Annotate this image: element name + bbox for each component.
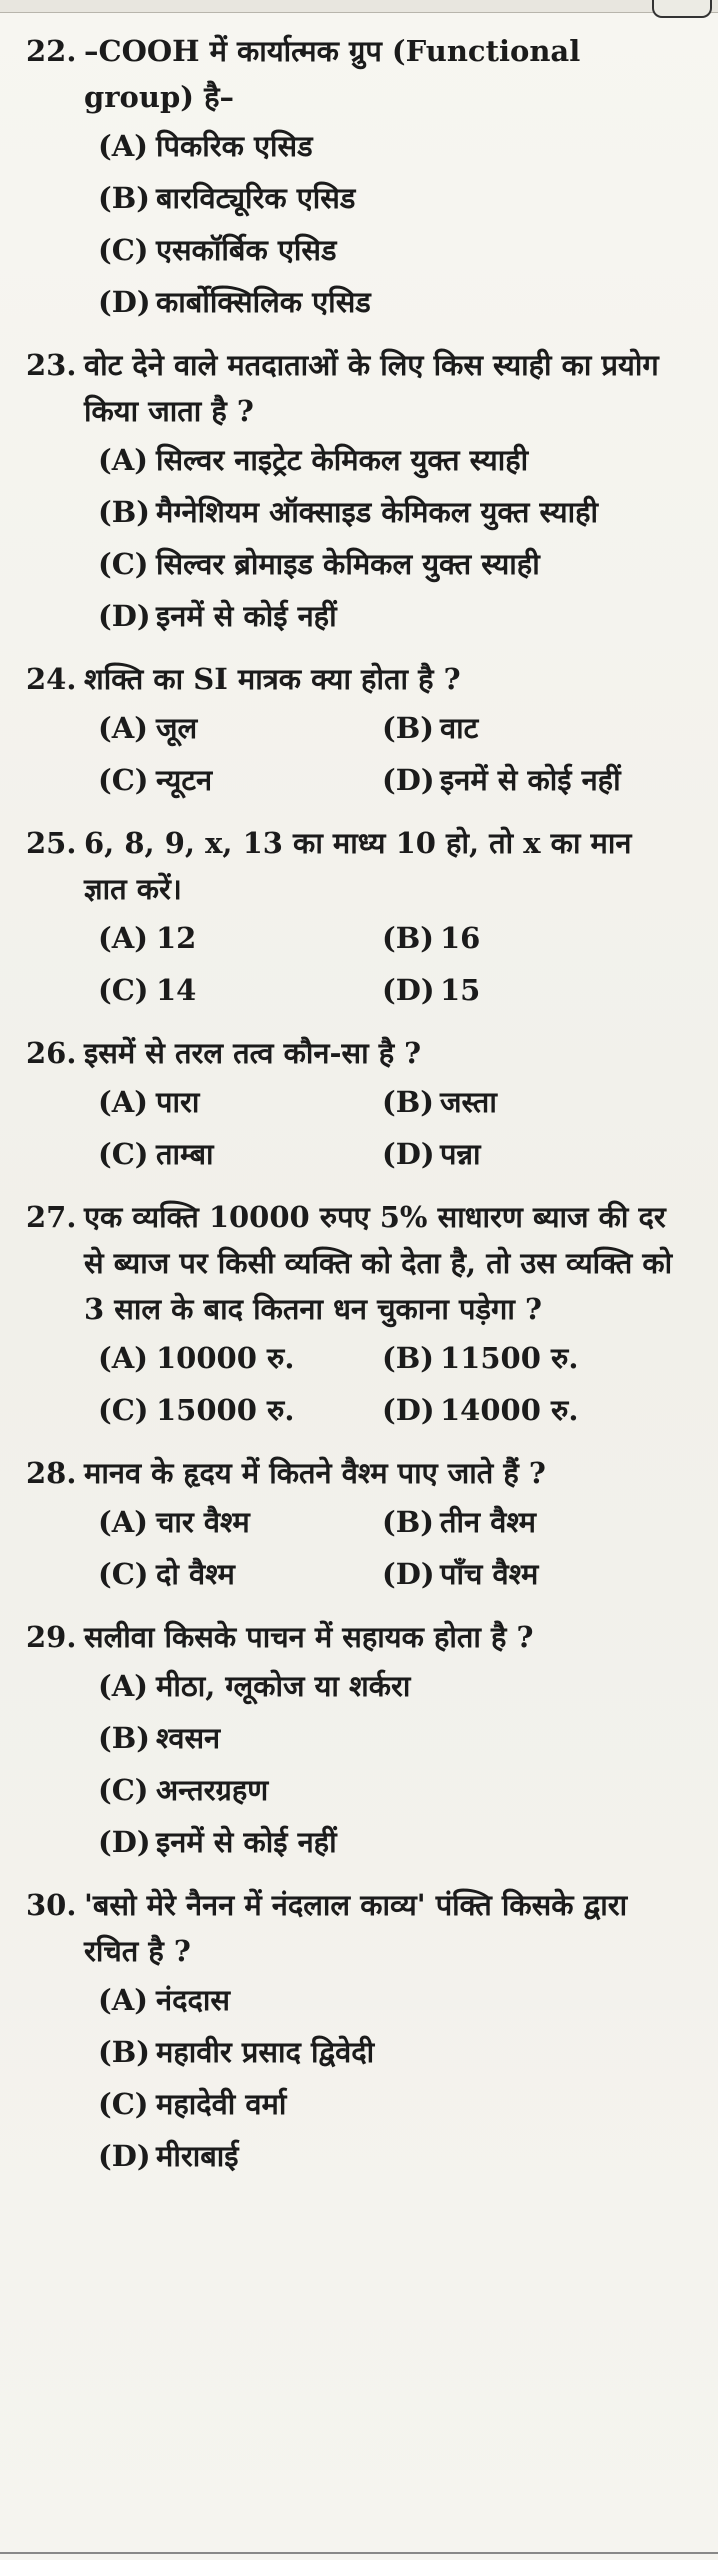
option-text: पिकरिक एसिड [156,129,313,163]
option-text: इनमें से कोई नहीं [156,599,337,633]
option-text: जस्ता [440,1085,497,1119]
option-label: (B) [98,1721,150,1755]
option [382,1076,684,1128]
option-label: (B) [98,495,150,529]
option-text: इनमें से कोई नहीं [440,763,621,797]
options-group [26,1496,684,1600]
option-label: (A) [98,1341,148,1375]
question-item [26,820,684,1016]
question-number: 28. [26,1456,77,1490]
option-row [98,702,684,754]
option-text: 14 [156,973,197,1007]
option-row [98,120,684,172]
question-number: 24. [26,662,77,696]
question-number: 27. [26,1200,77,1234]
options-group [26,912,684,1016]
question-list [26,28,684,2182]
option [98,1974,684,2026]
option-label: (B) [98,181,150,215]
option-label: (A) [98,1505,148,1539]
question-header [26,28,684,120]
options-group [26,434,684,642]
option-label: (B) [382,921,434,955]
option-text: नंददास [156,1983,231,2017]
question-number: 25. [26,826,77,860]
question-header [26,820,684,912]
option [98,964,382,1016]
option-row [98,276,684,328]
option-text: पन्ना [440,1137,481,1171]
option [382,1384,684,1436]
option-label: (D) [382,1137,435,1171]
option-label: (B) [382,1341,434,1375]
option [382,1332,684,1384]
question-text: एक व्यक्ति 10000 रुपए 5% साधारण ब्याज की दर से ब्याज पर किसी व्यक्ति को देता है, तो उस व्यक्ति को 3 साल के बाद कितना धन चुकाना पड़ेगा ? [84,1200,673,1326]
option-label: (D) [382,1557,435,1591]
option-text: 15 [440,973,481,1007]
option [98,1496,382,1548]
option [98,2130,684,2182]
option [98,1332,382,1384]
option-row [98,912,684,964]
option-label: (A) [98,921,148,955]
option-row [98,2026,684,2078]
question-item [26,28,684,328]
option-text: वाट [440,711,479,745]
option-text: सिल्वर नाइट्रेट केमिकल युक्त स्याही [156,443,529,477]
option [98,912,382,964]
option-text: मीठा, ग्लूकोज या शर्करा [156,1669,411,1703]
option-row [98,224,684,276]
question-header [26,656,684,702]
page-bottom-rule [0,2552,718,2554]
options-group [26,1332,684,1436]
option-label: (C) [98,233,149,267]
option-label: (C) [98,2087,149,2121]
option [98,276,684,328]
option-text: मैग्नेशियम ऑक्साइड केमिकल युक्त स्याही [156,495,599,529]
option [382,1496,684,1548]
option [98,590,684,642]
option [98,434,684,486]
option-label: (A) [98,129,148,163]
question-text: सलीवा किसके पाचन में सहायक होता है ? [84,1620,534,1654]
option-row [98,1128,684,1180]
question-number: 22. [26,34,77,68]
option-text: महादेवी वर्मा [156,2087,287,2121]
option [98,1076,382,1128]
option-row [98,1332,684,1384]
question-header [26,1614,684,1660]
option-text: 15000 रु. [156,1393,295,1427]
question-item [26,1450,684,1600]
option-text: 14000 रु. [440,1393,579,1427]
option-row [98,1764,684,1816]
option-label: (D) [382,973,435,1007]
option-text: 10000 रु. [156,1341,295,1375]
option-label: (A) [98,1669,148,1703]
option [382,1548,684,1600]
option-row [98,1076,684,1128]
option [98,1384,382,1436]
question-item [26,1194,684,1436]
option-row [98,1816,684,1868]
option [98,486,684,538]
option-label: (A) [98,443,148,477]
option [98,120,684,172]
option [98,1128,382,1180]
option-text: पारा [156,1085,200,1119]
question-item [26,1030,684,1180]
page-top-edge [0,0,718,13]
option-text: श्वसन [156,1721,221,1755]
question-number: 23. [26,348,77,382]
question-text: वोट देने वाले मतदाताओं के लिए किस स्याही का प्रयोग किया जाता है ? [84,348,659,428]
option-text: मीराबाई [156,2139,239,2173]
options-group [26,120,684,328]
option-row [98,486,684,538]
option-text: कार्बोक्सिलिक एसिड [156,285,371,319]
option-text: अन्तरग्रहण [156,1773,269,1807]
options-group [26,1660,684,1868]
option-row [98,964,684,1016]
option-text: महावीर प्रसाद द्विवेदी [156,2035,375,2069]
option [98,172,684,224]
option-row [98,1548,684,1600]
question-text: 6, 8, 9, x, 13 का माध्य 10 हो, तो x का मान ज्ञात करें। [84,826,632,906]
option-text: पाँच वैश्म [440,1557,539,1591]
option [98,702,382,754]
options-group [26,1974,684,2182]
option [98,1816,684,1868]
option-row [98,1496,684,1548]
option-label: (C) [98,1773,149,1807]
option [98,1712,684,1764]
option-label: (C) [98,763,149,797]
option-text: दो वैश्म [156,1557,235,1591]
option-label: (A) [98,1983,148,2017]
question-header [26,1450,684,1496]
option-label: (D) [382,763,435,797]
options-group [26,1076,684,1180]
question-text: मानव के हृदय में कितने वैश्म पाए जाते हैं ? [84,1456,546,1490]
option-label: (B) [382,711,434,745]
option-label: (C) [98,1137,149,1171]
option-label: (D) [98,2139,151,2173]
option-label: (D) [382,1393,435,1427]
question-text: शक्ति का SI मात्रक क्या होता है ? [84,662,461,696]
option [98,538,684,590]
question-text: –COOH में कार्यात्मक ग्रुप (Functional group) है– [84,34,581,114]
option-text: चार वैश्म [156,1505,250,1539]
option-label: (C) [98,547,149,581]
option-text: 16 [440,921,481,955]
option [98,224,684,276]
question-number: 30. [26,1888,77,1922]
option-label: (A) [98,1085,148,1119]
question-header [26,1194,684,1332]
question-item [26,1614,684,1868]
option-row [98,2130,684,2182]
option-text: सिल्वर ब्रोमाइड केमिकल युक्त स्याही [156,547,540,581]
page-corner-mark [652,0,712,18]
option-row [98,1384,684,1436]
question-item [26,342,684,642]
option [98,1660,684,1712]
option-row [98,172,684,224]
option-label: (D) [98,285,151,319]
option [98,754,382,806]
option-label: (C) [98,1393,149,1427]
option-label: (B) [382,1505,434,1539]
option [382,964,684,1016]
option-text: तीन वैश्म [440,1505,537,1539]
option-row [98,434,684,486]
option [98,2078,684,2130]
option-label: (A) [98,711,148,745]
option-row [98,1660,684,1712]
option [382,702,684,754]
option-label: (B) [382,1085,434,1119]
options-group [26,702,684,806]
option-text: ताम्बा [156,1137,214,1171]
question-number: 26. [26,1036,77,1070]
option [98,1764,684,1816]
option-text: 11500 रु. [440,1341,579,1375]
question-item [26,1882,684,2182]
option-text: 12 [156,921,197,955]
option [382,1128,684,1180]
question-text: 'बसो मेरे नैनन में नंदलाल काव्य' पंक्ति किसके द्वारा रचित है ? [84,1888,628,1968]
option-row [98,590,684,642]
option-label: (C) [98,973,149,1007]
question-header [26,1030,684,1076]
question-header [26,1882,684,1974]
option-text: न्यूटन [156,763,213,797]
question-header [26,342,684,434]
question-number: 29. [26,1620,77,1654]
option-label: (B) [98,2035,150,2069]
option-text: एसकॉर्बिक एसिड [156,233,337,267]
option-label: (C) [98,1557,149,1591]
option-row [98,2078,684,2130]
option-row [98,754,684,806]
option [382,912,684,964]
option-text: इनमें से कोई नहीं [156,1825,337,1859]
option-row [98,538,684,590]
option-row [98,1712,684,1764]
option [98,1548,382,1600]
option-label: (D) [98,599,151,633]
option-text: जूल [156,711,198,745]
option-label: (D) [98,1825,151,1859]
question-item [26,656,684,806]
option [98,2026,684,2078]
option [382,754,684,806]
option-text: बारविट्यूरिक एसिड [156,181,356,215]
option-row [98,1974,684,2026]
question-text: इसमें से तरल तत्व कौन-सा है ? [84,1036,422,1070]
